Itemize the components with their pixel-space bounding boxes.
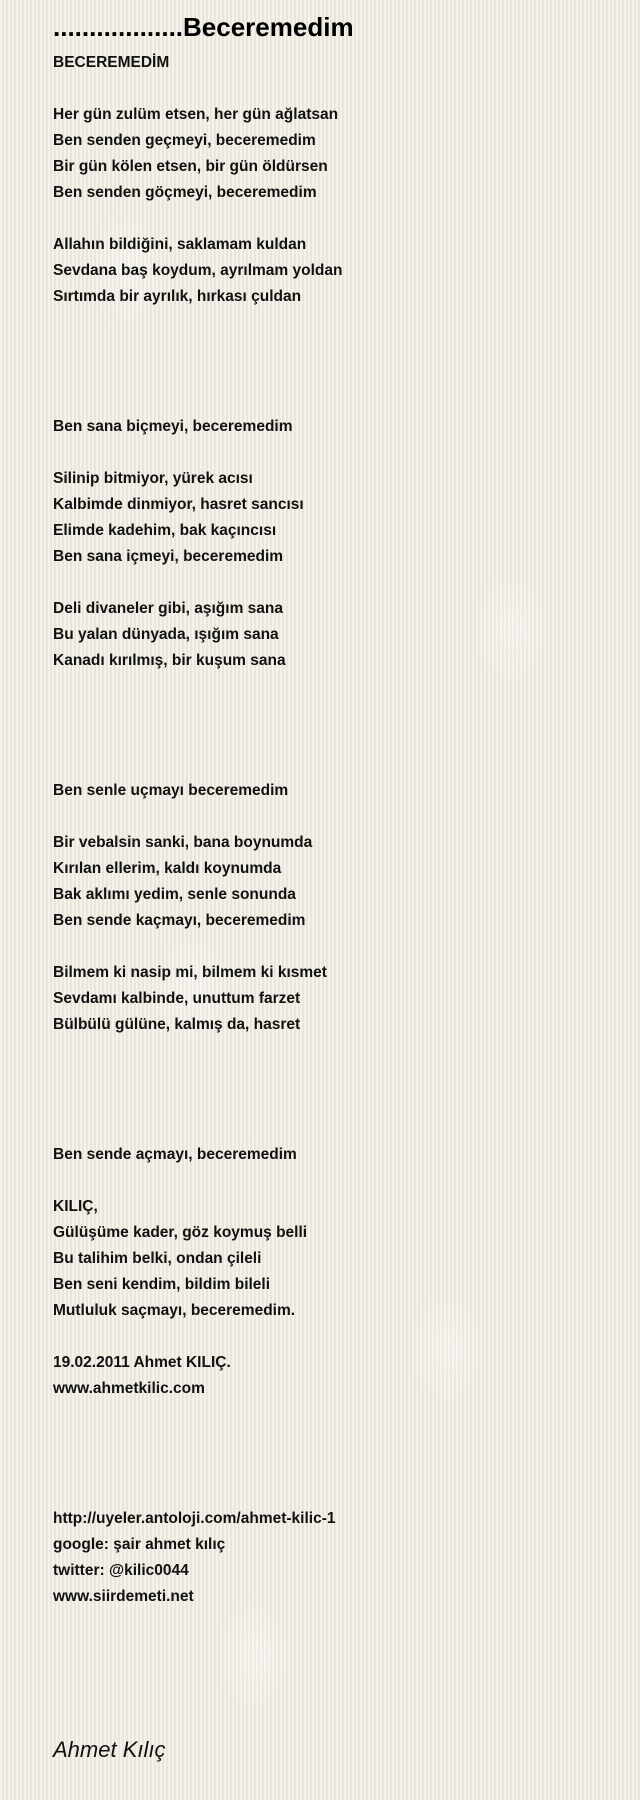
poem-line: KILIÇ, [53,1198,98,1215]
poem-title: ..................Beceremedim [53,12,354,42]
poem-line: www.siirdemeti.net [53,1588,194,1605]
poem-line: Kanadı kırılmış, bir kuşum sana [53,652,286,669]
poem-line: Bu talihim belki, ondan çileli [53,1250,262,1267]
poem-body [53,50,613,1610]
poem-line: Allahın bildiğini, saklamam kuldan [53,236,307,253]
blank-line [53,1064,613,1090]
blank-line [53,1116,613,1142]
poem-line: Kırılan ellerim, kaldı koynumda [53,860,282,877]
blank-line [53,336,613,362]
blank-line [53,1402,613,1428]
poem-line: Mutluluk saçmayı, beceremedim. [53,1302,296,1319]
blank-line [53,804,613,830]
poem-line: Ben senden göçmeyi, beceremedim [53,184,317,201]
poem-line: Deli divaneler gibi, aşığım sana [53,600,284,617]
blank-line [53,1038,613,1064]
poem-line: google: şair ahmet kılıç [53,1536,226,1553]
blank-line [53,674,613,700]
poem-line: Gülüşüme kader, göz koymuş belli [53,1224,308,1241]
blank-line [53,1168,613,1194]
poem-line: Her gün zulüm etsen, her gün ağlatsan [53,106,339,123]
poem-line: Ben seni kendim, bildim bileli [53,1276,271,1293]
blank-line [53,1428,613,1454]
poem-line: Bilmem ki nasip mi, bilmem ki kısmet [53,964,327,981]
poem-line: www.ahmetkilic.com [53,1380,205,1397]
blank-line [53,310,613,336]
poem-line: Ben sende açmayı, beceremedim [53,1146,297,1163]
poem-line: Ben sende kaçmayı, beceremedim [53,912,306,929]
blank-line [53,934,613,960]
poem-line: Bak aklımı yedim, senle sonunda [53,886,296,903]
poem-line: Sırtımda bir ayrılık, hırkası çuldan [53,288,302,305]
poem-line: Ben sana biçmeyi, beceremedim [53,418,293,435]
blank-line [53,1090,613,1116]
poem-line: Bir vebalsin sanki, bana boynumda [53,834,313,851]
blank-line [53,1480,613,1506]
blank-line [53,76,613,102]
blank-line [53,570,613,596]
blank-line [53,362,613,388]
poem-line: twitter: @kilic0044 [53,1562,189,1579]
blank-line [53,440,613,466]
poem-line: Sevdamı kalbinde, unuttum farzet [53,990,301,1007]
poem-line: Sevdana baş koydum, ayrılmam yoldan [53,262,343,279]
poem-line: Bülbülü gülüne, kalmış da, hasret [53,1016,301,1033]
poem-page [53,10,613,1610]
blank-line [53,1324,613,1350]
poem-line: 19.02.2011 Ahmet KILIÇ. [53,1354,231,1371]
poem-line: Bu yalan dünyada, ışığım sana [53,626,279,643]
poem-line: Ben sana içmeyi, beceremedim [53,548,284,565]
poem-line: Ben senle uçmayı beceremedim [53,782,289,799]
author-signature: Ahmet Kılıç [53,1737,166,1762]
poem-line: BECEREMEDİM [53,54,170,71]
poem-line: Ben senden geçmeyi, beceremedim [53,132,316,149]
poem-line: Silinip bitmiyor, yürek acısı [53,470,253,487]
blank-line [53,726,613,752]
blank-line [53,700,613,726]
poem-line: http://uyeler.antoloji.com/ahmet-kilic-1 [53,1510,336,1527]
poem-line: Elimde kadehim, bak kaçıncısı [53,522,277,539]
poem-line: Bir gün kölen etsen, bir gün öldürsen [53,158,328,175]
poem-line: Kalbimde dinmiyor, hasret sancısı [53,496,304,513]
blank-line [53,206,613,232]
blank-line [53,1454,613,1480]
blank-line [53,752,613,778]
blank-line [53,388,613,414]
